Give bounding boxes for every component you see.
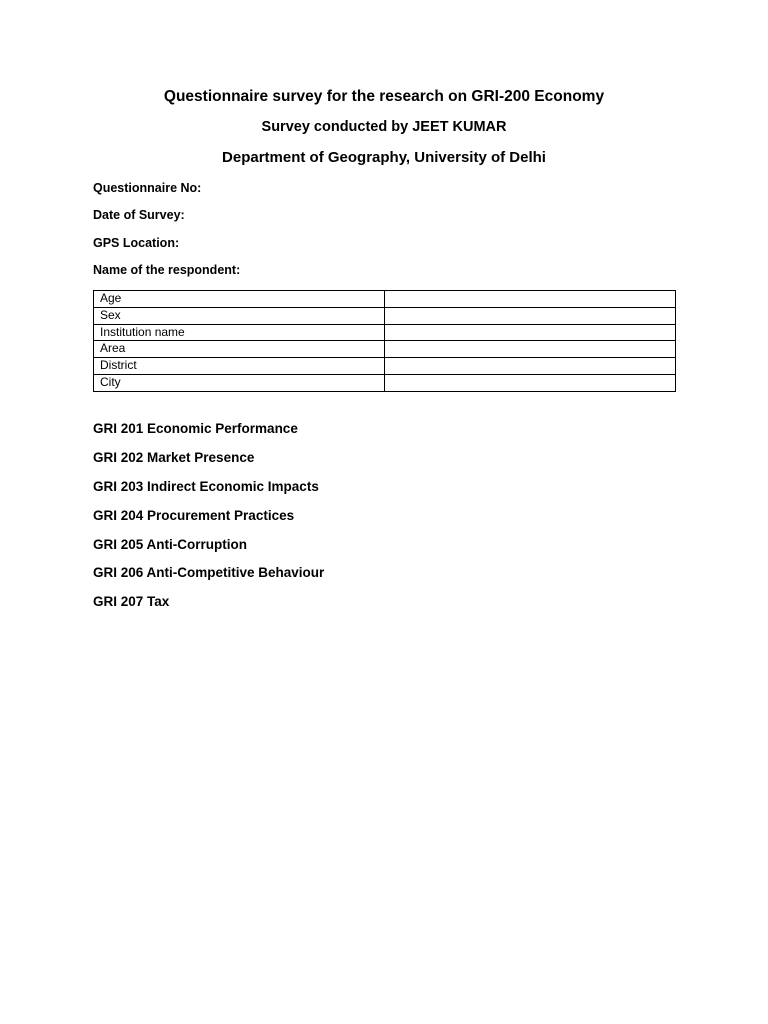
table-row	[94, 341, 676, 358]
questionnaire-no-label: Questionnaire No:	[93, 181, 202, 195]
table-row	[94, 307, 676, 324]
table-row	[94, 324, 676, 341]
row-value-sex[interactable]	[385, 307, 676, 324]
gri-204-heading: GRI 204 Procurement Practices	[93, 507, 295, 523]
row-label-city: City	[94, 374, 385, 391]
table-row	[94, 358, 676, 375]
department-name: Department of Geography, University of Delhi	[222, 149, 546, 166]
respondent-name-label: Name of the respondent:	[93, 262, 241, 277]
survey-meta-fields	[93, 180, 675, 289]
survey-conductor: Survey conducted by JEET KUMAR	[261, 119, 507, 135]
row-label-institution: Institution name	[94, 324, 385, 341]
row-value-city[interactable]	[385, 374, 676, 391]
page-title: Questionnaire survey for the research on GRI-200 Economy	[163, 88, 605, 105]
row-value-district[interactable]	[385, 358, 676, 375]
gps-location-label: GPS Location:	[93, 235, 180, 250]
row-value-area[interactable]	[385, 341, 676, 358]
gri-section-list	[93, 420, 675, 622]
gri-203-heading: GRI 203 Indirect Economic Impacts	[93, 478, 319, 494]
gri-206-heading: GRI 206 Anti-Competitive Behaviour	[93, 565, 325, 581]
row-label-sex: Sex	[94, 307, 385, 324]
table-row	[94, 291, 676, 308]
gri-207-heading: GRI 207 Tax	[93, 594, 170, 610]
row-value-institution[interactable]	[385, 324, 676, 341]
row-value-age[interactable]	[385, 291, 676, 308]
row-label-age: Age	[94, 291, 385, 308]
date-of-survey-label: Date of Survey:	[93, 208, 185, 223]
table-row	[94, 374, 676, 391]
gri-201-heading: GRI 201 Economic Performance	[93, 421, 298, 436]
row-label-district: District	[94, 358, 385, 375]
gri-205-heading: GRI 205 Anti-Corruption	[93, 536, 247, 552]
respondent-details-table	[93, 290, 676, 392]
gri-202-heading: GRI 202 Market Presence	[93, 449, 255, 465]
row-label-area: Area	[94, 341, 385, 358]
